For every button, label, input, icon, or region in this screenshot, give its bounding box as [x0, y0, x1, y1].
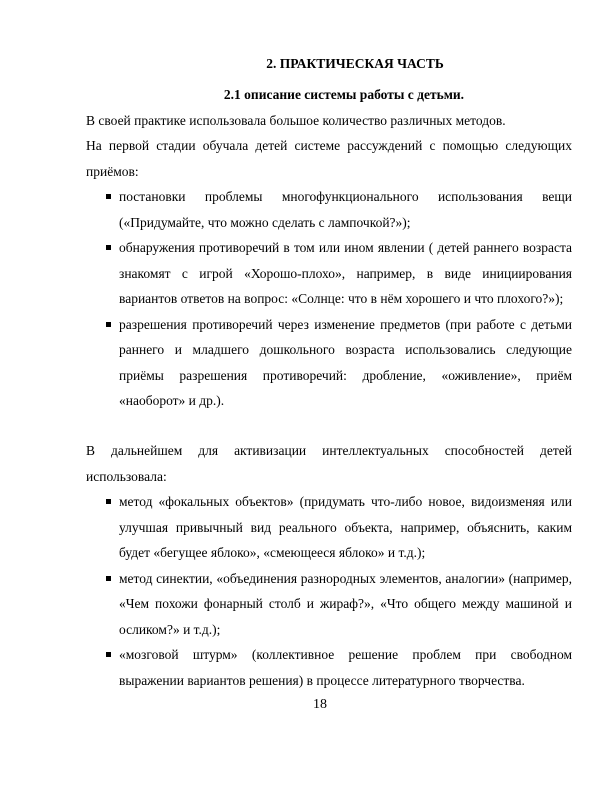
- list-item: [86, 184, 572, 235]
- list-item: [86, 566, 572, 643]
- list-item-text: обнаружения противоречий в том или ином явлении ( детей раннего возраста знакомят с игрой «Хорошо-плохо», например, в виде инициирования вариантов ответов на вопрос: «Солнце: что в нём хорошего и что плохого?»);: [119, 240, 572, 306]
- list-item-text: разрешения противоречий через изменение предметов (при работе с детьми раннего и младшего дошкольного возраста использовались следующие приёмы разрешения противоречий: дробление, «оживление», приём «наоборот» и др.).: [119, 316, 572, 408]
- bullet-square-icon: [106, 576, 111, 581]
- activation-methods-list: [86, 489, 572, 693]
- list-item-text: метод синектии, «объединения разнородных элементов, аналогии» (например, «Чем похожи фонарный столб и жираф?», «Что общего между машиной и осликом?» и т.д.);: [119, 570, 572, 637]
- list-item: [86, 489, 572, 566]
- paragraph-methods-intro: В своей практике использовала большое количество различных методов.: [86, 113, 506, 128]
- list-item: [86, 312, 572, 414]
- bullet-square-icon: [106, 322, 111, 327]
- paragraph-first-stage: На первой стадии обучала детей системе рассуждений с помощью следующих приёмов:: [86, 138, 572, 179]
- first-stage-list: [86, 184, 572, 414]
- section-title: 2. ПРАКТИЧЕСКАЯ ЧАСТЬ: [266, 56, 444, 71]
- list-item: [86, 235, 572, 312]
- bullet-square-icon: [106, 652, 111, 657]
- list-item-text: метод «фокальных объектов» (придумать что-либо новое, видоизменяя или улучшая привычный вид реального объекта, например, объяснить, каким будет «бегущее яблоко», «смеющееся яблоко» и т.д.);: [119, 494, 572, 560]
- subsection-title: 2.1 описание системы работы с детьми.: [223, 87, 465, 102]
- list-item: [86, 642, 572, 693]
- bullet-square-icon: [106, 194, 111, 199]
- page-number: 18: [313, 697, 327, 712]
- paragraph-further-activation: В дальнейшем для активизации интеллектуальных способностей детей использовала:: [86, 443, 572, 484]
- list-item-text: «мозговой штурм» (коллективное решение проблем при свободном выражении вариантов решения) в процессе литературного творчества.: [119, 647, 572, 688]
- bullet-square-icon: [106, 499, 111, 504]
- list-item-text: постановки проблемы многофункционального использования вещи («Придумайте, что можно сделать с лампочкой?»);: [119, 189, 572, 230]
- bullet-square-icon: [106, 245, 111, 250]
